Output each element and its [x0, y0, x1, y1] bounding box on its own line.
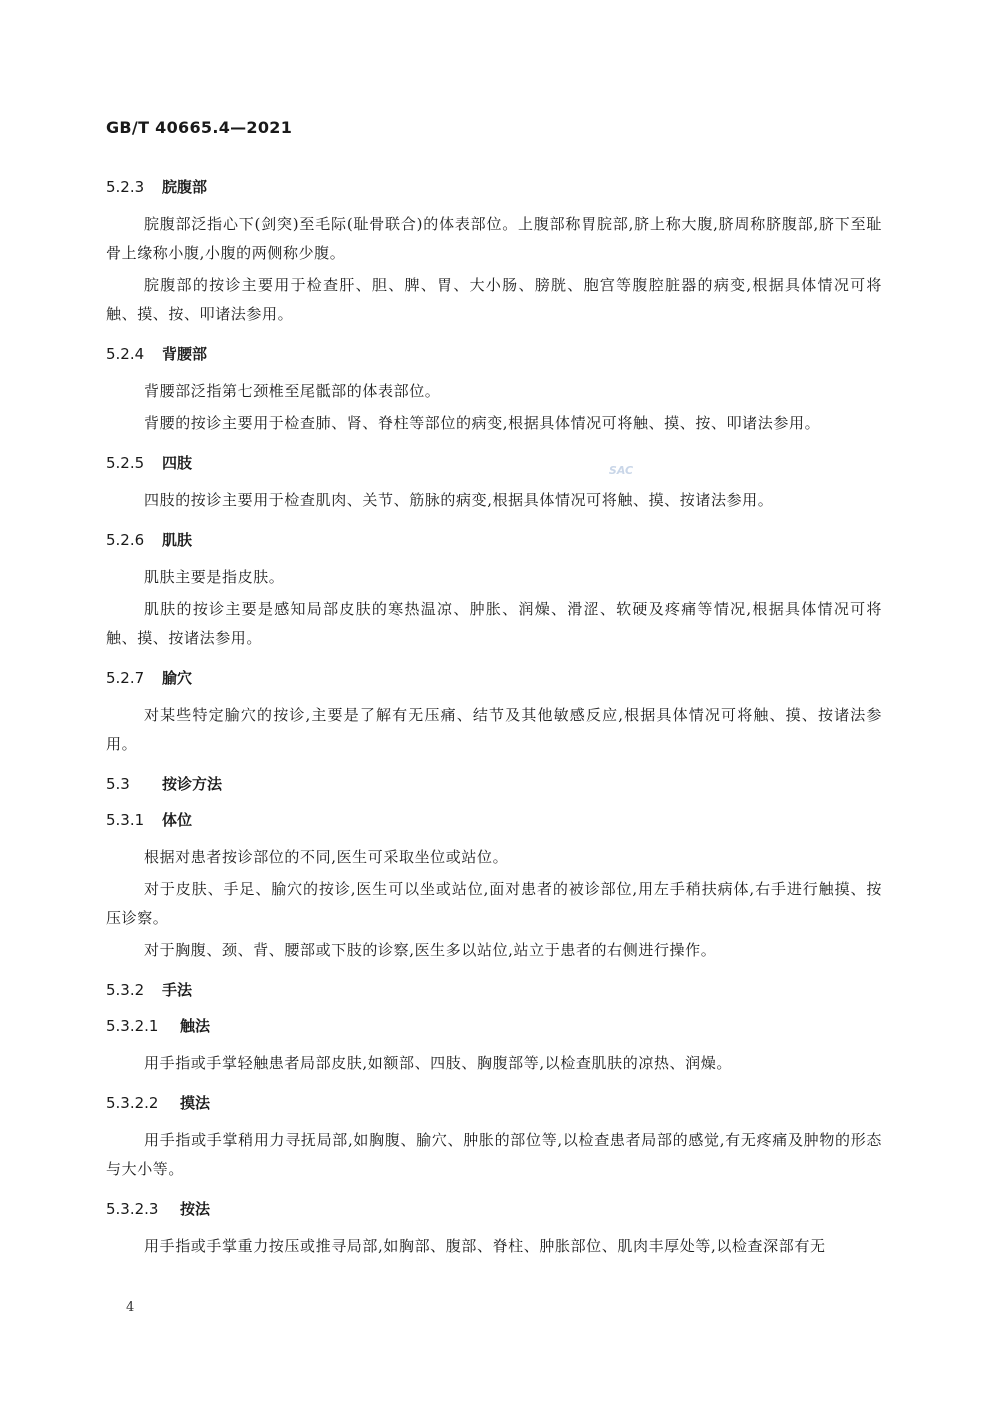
standard-code: GB/T 40665.4—2021 [106, 118, 293, 137]
paragraph: 四肢的按诊主要用于检查肌肉、关节、筋脉的病变,根据具体情况可将触、摸、按诸法参用。 [144, 491, 774, 509]
section-title: 触法 [180, 1017, 211, 1035]
section-title: 按诊方法 [162, 775, 223, 793]
paragraph: 背腰部泛指第七颈椎至尾骶部的体表部位。 [144, 382, 441, 400]
section [106, 176, 882, 329]
section-number: 5.2.7 [106, 669, 145, 687]
section-number: 5.3.2.3 [106, 1200, 159, 1218]
paragraph: 用手指或手掌稍用力寻抚局部,如胸腹、腧穴、肿胀的部位等,以检查患者局部的感觉,有无疼痛及肿物的形态与大小等。 [106, 1131, 882, 1178]
section-title: 体位 [162, 811, 193, 829]
paragraph: 根据对患者按诊部位的不同,医生可采取坐位或站位。 [144, 848, 509, 866]
section-title: 四肢 [162, 454, 193, 472]
section-title: 摸法 [180, 1094, 211, 1112]
section-title: 手法 [162, 981, 193, 999]
paragraph: 对于胸腹、颈、背、腰部或下肢的诊察,医生多以站位,站立于患者的右侧进行操作。 [144, 941, 717, 959]
section-number: 5.3.2.1 [106, 1017, 159, 1035]
section [106, 773, 882, 795]
section [106, 452, 882, 515]
section [106, 1198, 882, 1261]
paragraph: 肌肤的按诊主要是感知局部皮肤的寒热温凉、肿胀、润燥、滑涩、软硬及疼痛等情况,根据具体情况可将触、摸、按诸法参用。 [106, 600, 882, 647]
section-heading [106, 1198, 882, 1220]
section-number: 5.2.6 [106, 531, 145, 549]
paragraph: 脘腹部泛指心下(剑突)至毛际(耻骨联合)的体表部位。上腹部称胃脘部,脐上称大腹,脐周称脐腹部,脐下至耻骨上缘称小腹,小腹的两侧称少腹。 [106, 215, 882, 262]
section-number: 5.2.3 [106, 178, 145, 196]
document-body [106, 176, 882, 1275]
section-heading [106, 529, 882, 551]
paragraph: 对某些特定腧穴的按诊,主要是了解有无压痛、结节及其他敏感反应,根据具体情况可将触、摸、按诸法参用。 [106, 706, 882, 753]
paragraph: 对于皮肤、手足、腧穴的按诊,医生可以坐或站位,面对患者的被诊部位,用左手稍扶病体,右手进行触摸、按压诊察。 [106, 880, 882, 927]
section [106, 667, 882, 759]
section [106, 343, 882, 438]
section-title: 肌肤 [162, 531, 193, 549]
paragraph: 肌肤主要是指皮肤。 [144, 568, 285, 586]
paragraph: 用手指或手掌重力按压或推寻局部,如胸部、腹部、脊柱、肿胀部位、肌肉丰厚处等,以检查深部有无 [144, 1237, 826, 1255]
section-number: 5.3 [106, 775, 130, 793]
section-heading [106, 1092, 882, 1114]
section-heading [106, 667, 882, 689]
section-heading [106, 452, 882, 474]
section-heading [106, 979, 882, 1001]
section-heading [106, 176, 882, 198]
paragraph: 脘腹部的按诊主要用于检查肝、胆、脾、胃、大小肠、膀胱、胞宫等腹腔脏器的病变,根据具体情况可将触、摸、按、叩诸法参用。 [106, 276, 882, 323]
section [106, 529, 882, 653]
paragraph: 背腰的按诊主要用于检查肺、肾、脊柱等部位的病变,根据具体情况可将触、摸、按、叩诸法参用。 [144, 414, 821, 432]
section-number: 5.2.5 [106, 454, 145, 472]
section-number: 5.3.2 [106, 981, 145, 999]
paragraph: 用手指或手掌轻触患者局部皮肤,如额部、四肢、胸腹部等,以检查肌肤的凉热、润燥。 [144, 1054, 732, 1072]
section-title: 腧穴 [162, 669, 193, 687]
section [106, 979, 882, 1001]
section-title: 按法 [180, 1200, 211, 1218]
section [106, 1092, 882, 1184]
section-number: 5.3.1 [106, 811, 145, 829]
sac-watermark: SAC [608, 464, 634, 477]
section-heading [106, 343, 882, 365]
section-number: 5.3.2.2 [106, 1094, 159, 1112]
section-title: 脘腹部 [162, 178, 208, 196]
section [106, 1015, 882, 1078]
section-heading [106, 809, 882, 831]
page-number: 4 [126, 1300, 135, 1315]
section-number: 5.2.4 [106, 345, 145, 363]
section-heading [106, 1015, 882, 1037]
section [106, 809, 882, 965]
section-title: 背腰部 [162, 345, 208, 363]
section-heading [106, 773, 882, 795]
